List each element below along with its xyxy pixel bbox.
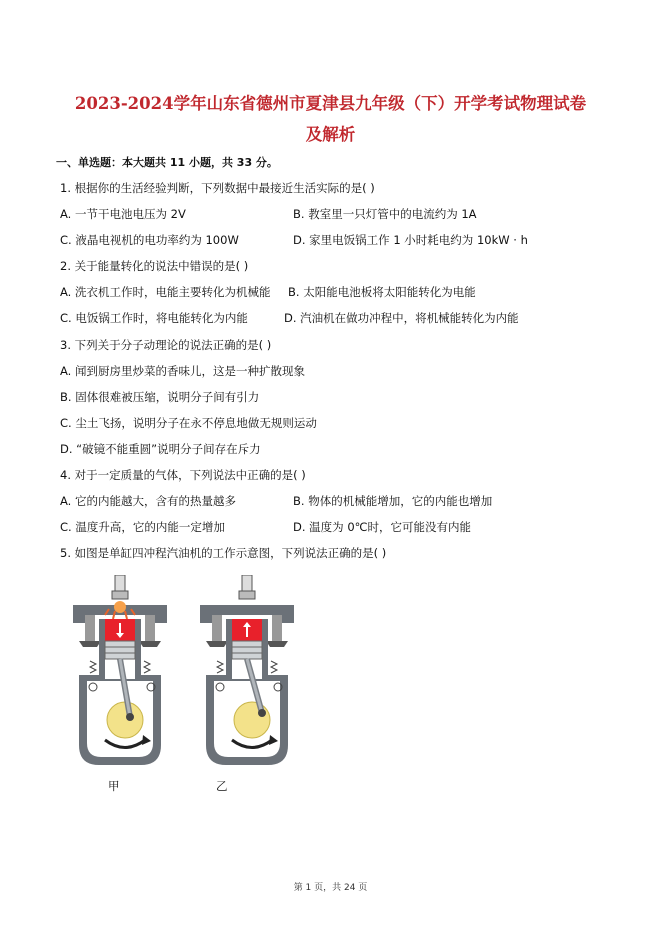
figure-label-yi: 乙 — [216, 779, 228, 793]
paper-title-line2: 及解析 — [305, 125, 356, 144]
q3-option-d: D. “破镜不能重圆”说明分子间存在斥力 — [60, 442, 261, 456]
q4-stem: 4. 对于一定质量的气体，下列说法中正确的是( ) — [60, 468, 306, 482]
q3-stem: 3. 下列关于分子动理论的说法正确的是( ) — [60, 338, 272, 352]
page-footer: 第 1 页，共 24 页 — [293, 883, 368, 893]
q2-option-b: B. 太阳能电池板将太阳能转化为电能 — [288, 285, 476, 299]
section-heading: 一、单选题：本大题共 11 小题，共 33 分。 — [56, 156, 278, 169]
q4-option-c: C. 温度升高，它的内能一定增加 — [60, 520, 225, 534]
engine-diagram-yi — [192, 575, 302, 775]
q4-option-d: D. 温度为 0℃时，它可能没有内能 — [293, 520, 472, 534]
q3-option-a: A. 闻到厨房里炒菜的香味儿，这是一种扩散现象 — [60, 364, 305, 378]
q2-option-c: C. 电饭锅工作时，将电能转化为内能 — [60, 311, 248, 325]
q4-option-b: B. 物体的机械能增加，它的内能也增加 — [293, 494, 493, 508]
q3-option-c: C. 尘土飞扬，说明分子在永不停息地做无规则运动 — [60, 416, 317, 430]
q1-option-d: D. 家里电饭锅工作 1 小时耗电约为 10kW · h — [293, 233, 528, 247]
q2-stem: 2. 关于能量转化的说法中错误的是( ) — [60, 259, 249, 273]
q1-option-c: C. 液晶电视机的电功率约为 100W — [60, 233, 239, 247]
q1-stem: 1. 根据你的生活经验判断，下列数据中最接近生活实际的是( ) — [60, 181, 375, 195]
q1-option-a: A. 一节干电池电压为 2V — [60, 207, 186, 221]
q2-option-d: D. 汽油机在做功冲程中，将机械能转化为内能 — [284, 311, 519, 325]
q4-option-a: A. 它的内能越大，含有的热量越多 — [60, 494, 236, 508]
paper-title-line1: 2023-2024学年山东省德州市夏津县九年级（下）开学考试物理试卷 — [74, 94, 587, 113]
figure-label-jia: 甲 — [108, 779, 120, 793]
engine-diagram-jia — [65, 575, 175, 775]
q2-option-a: A. 洗衣机工作时，电能主要转化为机械能 — [60, 285, 271, 299]
q3-option-b: B. 固体很难被压缩，说明分子间有引力 — [60, 390, 260, 404]
q5-stem: 5. 如图是单缸四冲程汽油机的工作示意图，下列说法正确的是( ) — [60, 546, 387, 560]
q1-option-b: B. 教室里一只灯管中的电流约为 1A — [293, 207, 477, 221]
